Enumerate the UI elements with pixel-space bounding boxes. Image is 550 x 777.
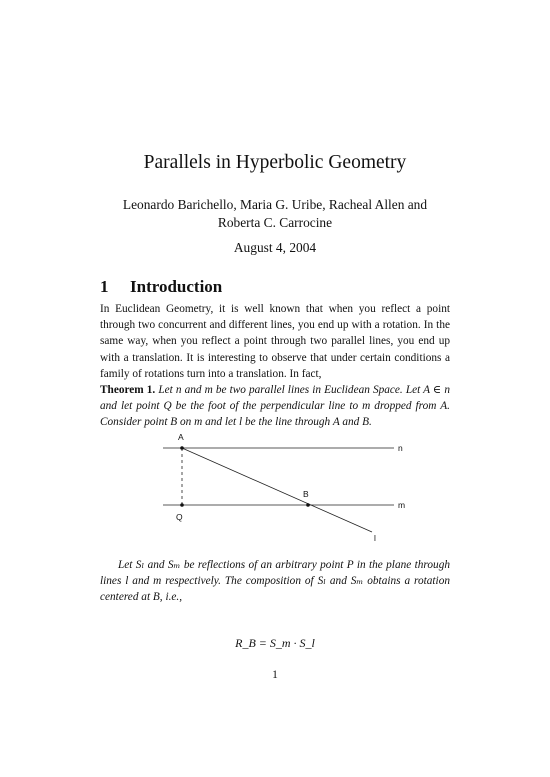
label-n: n xyxy=(398,443,403,453)
theorem-continuation: Let Sₗ and Sₘ be reflections of an arbitrary point P in the plane through lines l and m respectively. The composition of Sₗ and Sₘ obtains a rotation centered at B, i.e., xyxy=(100,559,450,604)
point-b xyxy=(306,503,310,507)
author-line-1: Leonardo Barichello, Maria G. Uribe, Racheal Allen and xyxy=(122,197,428,212)
theorem-label: Theorem 1. xyxy=(100,384,156,396)
point-a xyxy=(180,446,184,450)
equation: R_B = S_m · S_l xyxy=(235,636,315,650)
page-number: 1 xyxy=(272,669,278,681)
theorem-text: Let n and m be two parallel lines in Euclidean Space. Let A ∈ n and let point Q be the foot of the perpendicular line to m dropped from A. Consider point B on m and let l be the line through A and B. xyxy=(100,384,450,429)
section-title: Introduction xyxy=(130,277,223,296)
label-l: l xyxy=(374,533,376,543)
paper-title: Parallels in Hyperbolic Geometry xyxy=(143,152,407,173)
intro-paragraph: In Euclidean Geometry, it is well known that when you reflect a point through two concurrent and different lines, you end up with a rotation. In the same way, when you reflect a point through two parallel lines, you end up with a translation. It is interesting to observe that under certain conditions a family of rotations turn into a translation. In fact, xyxy=(100,303,450,380)
line-l xyxy=(182,448,372,532)
author-line-2: Roberta C. Carrocine xyxy=(217,215,333,230)
label-b: B xyxy=(303,489,309,499)
label-a: A xyxy=(178,432,184,442)
paper-date: August 4, 2004 xyxy=(233,240,317,255)
label-q: Q xyxy=(176,512,183,522)
section-number: 1 xyxy=(100,277,109,296)
label-m: m xyxy=(398,500,406,510)
point-q xyxy=(180,503,184,507)
